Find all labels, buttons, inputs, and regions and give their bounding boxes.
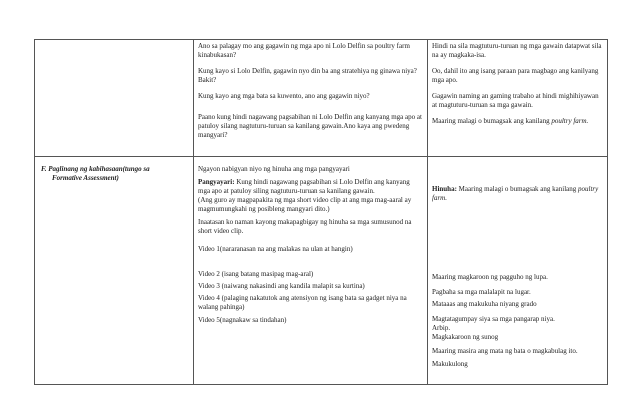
questions-cell	[194, 40, 428, 157]
activity-cell	[194, 157, 428, 385]
intro-text: Ngayon nabigyan niyo ng hinuha ang mga pangyayari	[198, 165, 350, 173]
answer-item: Maaring magkaroon ng pagguho ng lupa.	[432, 273, 548, 281]
section-title-line1: Paglinang ng kabihasaan(tungo sa	[48, 165, 150, 173]
empty-cell	[35, 40, 194, 157]
table-row	[35, 40, 608, 157]
section-title-line2: Formative Assessment)	[52, 174, 119, 182]
answer-text: Hindi na sila magtuturu-turuan ng mga gawain datapwat sila na ay magkaka-isa.	[432, 42, 602, 59]
lesson-plan-table	[34, 39, 608, 385]
hinuha-text: Hinuha: Maaring malagi o bumagsak ang kanilang poultry farm.	[432, 185, 599, 202]
instruction-text: Inaatasan ko naman kayong makapagbigay ng hinuha sa mga sumusunod na short video clip.	[198, 218, 412, 235]
answer-item: Mataaas ang makukuha niyang grado	[432, 300, 537, 308]
answer-item: Arbip.	[432, 324, 451, 332]
video-item: Video 1(nararanasan na ang malakas na ulan at hangin)	[198, 245, 353, 253]
answer-item: Makukulong	[432, 360, 468, 368]
pangyayari-label: Pangyayari:	[198, 178, 235, 186]
answers-cell	[428, 40, 608, 157]
section-letter: F.	[41, 165, 47, 173]
video-item: Video 3 (naiwang nakasindi ang kandila malapit sa kurtina)	[198, 282, 365, 290]
answer-italic-text: poultry farm.	[551, 117, 589, 125]
section-title	[39, 165, 189, 183]
table-row	[35, 157, 608, 385]
video-item: Video 2 (isang batang masipag mag-aral)	[198, 270, 314, 278]
hinuha-label: Hinuha:	[432, 185, 457, 193]
question-text: Paano kung hindi nagawang pagsabihan ni Lolo Delfin ang kanyang mga apo at patuloy silang nagtuturu-turuan sa kanilang gawain.Ano kaya ang pwedeng mangyari?	[198, 113, 422, 139]
question-text: Kung kayo si Lolo Delfin, gagawin nyo din ba ang stratehiya ng ginawa niya? Bakit?	[198, 67, 417, 84]
question-text: Kung kayo ang mga bata sa kuwento, ano ang gagawin niyo?	[198, 92, 370, 100]
answer-text: Maaring malagi o bumagsak ang kanilang poultry farm.	[432, 117, 589, 125]
instruction-text: (Ang guro ay magpapakita ng mga short video clip at ang mga mag-aaral ay magmumungkahi ng posibleng mangyari dito.)	[198, 196, 412, 213]
answer-item: Maaring masira ang mata ng bata o magkabulag ito.	[432, 347, 578, 355]
answer-text: Gagawin naming an gaming trabaho at hindi mighihiyawan at magtuturu-turuan sa mga gawain.	[432, 92, 599, 109]
video-item: Video 5(nagnakaw sa tindahan)	[198, 316, 287, 324]
answer-item: Magkakaroon ng sunog	[432, 333, 499, 341]
hinuha-cell	[428, 157, 608, 385]
section-f-title-cell	[35, 157, 194, 385]
question-text: Ano sa palagay mo ang gagawin ng mga apo ni Lolo Delfin sa poultry farm kinabukasan?	[198, 42, 410, 59]
answer-item: Pagbaha sa mga malalapit na lugar.	[432, 288, 531, 296]
pangyayari-text: Pangyayari: Kung hindi nagawang pagsabihan si Lolo Delfin ang kanyang mga apo at patuloy siling nagtuturu-turuan sa kanilang gawain.	[198, 178, 410, 195]
answer-item: Magtatagumpay siya sa mga pangarap niya.	[432, 315, 555, 323]
video-item: Video 4 (palaging nakatutok ang atensiyon ng isang bata sa gadget niya na walang pahinga)	[198, 294, 407, 311]
answer-text: Oo, dahil ito ang isang paraan para magbago ang kanilyang mga apo.	[432, 67, 599, 84]
